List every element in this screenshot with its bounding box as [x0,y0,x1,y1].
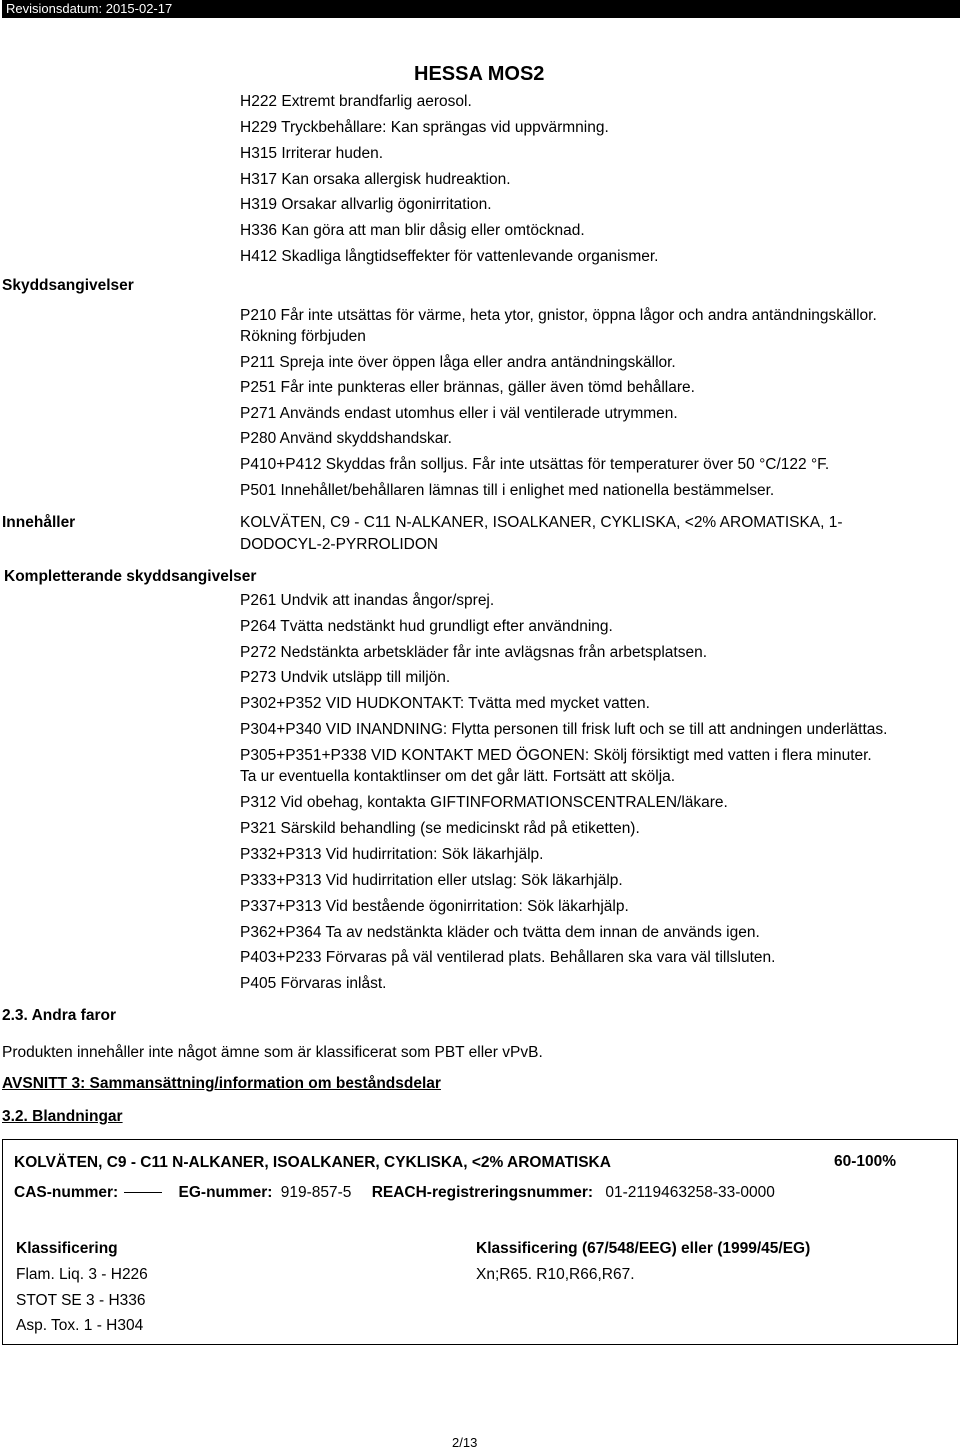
substance-percent: 60-100% [834,1153,897,1170]
supplementary-statement: P332+P313 Vid hudirritation: Sök läkarhjälp. [240,846,544,863]
classification-old-label: Klassificering (67/548/EEG) eller (1999/45/EG) [476,1240,811,1257]
eg-label: EG-nummer: [178,1184,273,1201]
reach-label: REACH-registreringsnummer: [371,1184,594,1201]
supplementary-statement: P272 Nedstänkta arbetskläder får inte avlägsnas från arbetsplatsen. [240,644,707,661]
supplementary-statement: P305+P351+P338 VID KONTAKT MED ÖGONEN: Skölj försiktigt med vatten i flera minuter. [240,747,872,764]
product-title: HESSA MOS2 [414,63,545,85]
hazard-statement: H317 Kan orsaka allergisk hudreaktion. [240,171,511,188]
supplementary-statement: P333+P313 Vid hudirritation eller utslag: Sök läkarhjälp. [240,872,623,889]
precautionary-label: Skyddsangivelser [2,277,134,294]
supplementary-statement: P321 Särskild behandling (se medicinskt råd på etiketten). [240,820,640,837]
section-3-subtitle: 3.2. Blandningar [2,1108,123,1125]
supplementary-statement: P337+P313 Vid bestående ögonirritation: Sök läkarhjälp. [240,898,629,915]
cas-empty-dash [124,1192,162,1193]
classification-item: Flam. Liq. 3 - H226 [16,1266,148,1283]
cas-label: CAS-nummer: [14,1184,119,1201]
contains-text: DODOCYL-2-PYRROLIDON [240,536,439,553]
classification-old-value: Xn;R65. R10,R66,R67. [476,1266,635,1283]
contains-text: KOLVÄTEN, C9 - C11 N-ALKANER, ISOALKANER, CYKLISKA, <2% AROMATISKA, 1- [240,514,843,531]
page-number: 2/13 [452,1435,478,1450]
contains-label: Innehåller [2,514,76,531]
other-hazards-text: Produkten innehåller inte något ämne som är klassificerat som PBT eller vPvB. [2,1044,543,1061]
classification-item: STOT SE 3 - H336 [16,1292,146,1309]
hazard-statement: H222 Extremt brandfarlig aerosol. [240,93,472,110]
hazard-statement: H319 Orsakar allvarlig ögonirritation. [240,196,492,213]
reach-value: 01-2119463258-33-0000 [605,1184,775,1201]
hazard-statement: H229 Tryckbehållare: Kan sprängas vid uppvärmning. [240,119,609,136]
supplementary-statement: P302+P352 VID HUDKONTAKT: Tvätta med mycket vatten. [240,695,650,712]
precautionary-statement: P410+P412 Skyddas från solljus. Får inte utsättas för temperaturer över 50 °C/122 °F. [240,456,830,473]
precautionary-statement: P271 Används endast utomhus eller i väl ventilerade utrymmen. [240,405,678,422]
supplementary-statement: P405 Förvaras inlåst. [240,975,387,992]
supplementary-statement: P312 Vid obehag, kontakta GIFTINFORMATIONSCENTRALEN/läkare. [240,794,728,811]
supplementary-statement: P261 Undvik att inandas ångor/sprej. [240,592,495,609]
precautionary-statement: Rökning förbjuden [240,328,366,345]
precautionary-statement: P210 Får inte utsättas för värme, heta ytor, gnistor, öppna lågor och andra antändningskällor. [240,307,877,324]
supplementary-statement: P403+P233 Förvaras på väl ventilerad plats. Behållaren ska vara väl tillsluten. [240,949,776,966]
eg-value: 919-857-5 [280,1184,352,1201]
revision-date-bar: Revisionsdatum: 2015-02-17 [2,0,960,18]
precautionary-statement: P501 Innehållet/behållaren lämnas till i enlighet med nationella bestämmelser. [240,482,775,499]
supplementary-statement: P304+P340 VID INANDNING: Flytta personen till frisk luft och se till att andningen underlättas. [240,721,888,738]
precautionary-statement: P251 Får inte punkteras eller brännas, gäller även tömd behållare. [240,379,695,396]
precautionary-statement: P280 Använd skyddshandskar. [240,430,452,447]
classification-item: Asp. Tox. 1 - H304 [16,1317,144,1334]
identifier-row [14,1180,775,1206]
hazard-statement: H412 Skadliga långtidseffekter för vattenlevande organismer. [240,248,659,265]
substance-name: KOLVÄTEN, C9 - C11 N-ALKANER, ISOALKANER, CYKLISKA, <2% AROMATISKA [14,1154,611,1171]
supplementary-statement: P264 Tvätta nedstänkt hud grundligt efter användning. [240,618,613,635]
supplementary-statement: P362+P364 Ta av nedstänkta kläder och tvätta dem innan de används igen. [240,924,760,941]
hazard-statement: H336 Kan göra att man blir dåsig eller omtöcknad. [240,222,585,239]
hazard-statement: H315 Irriterar huden. [240,145,384,162]
precautionary-statement: P211 Spreja inte över öppen låga eller andra antändningskällor. [240,354,676,371]
supplementary-statement: Ta ur eventuella kontaktlinser om det går lätt. Fortsätt att skölja. [240,768,676,785]
supplementary-label: Kompletterande skyddsangivelser [4,568,257,585]
supplementary-statement: P273 Undvik utsläpp till miljön. [240,669,451,686]
classification-label: Klassificering [16,1240,118,1257]
other-hazards-heading: 2.3. Andra faror [2,1007,116,1024]
section-3-title: AVSNITT 3: Sammansättning/information om beståndsdelar [2,1075,441,1092]
